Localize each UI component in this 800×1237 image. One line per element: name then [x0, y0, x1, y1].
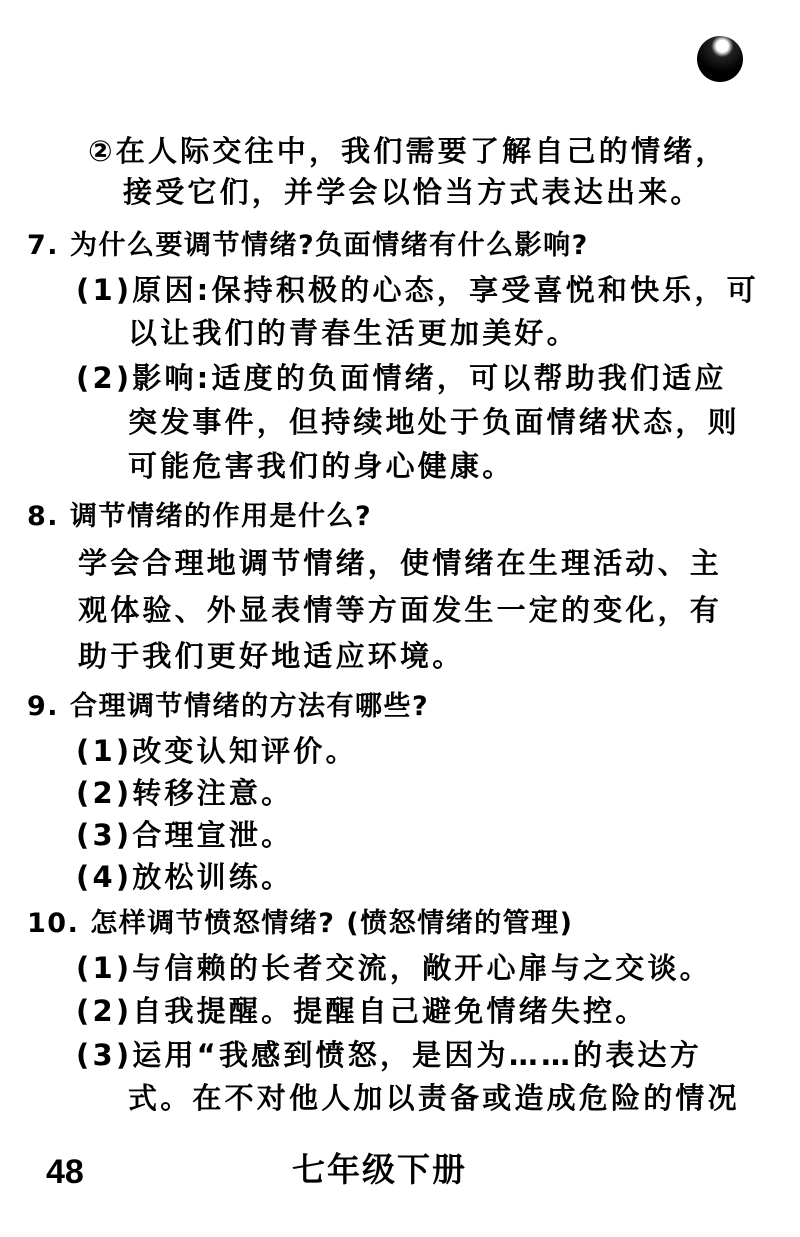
- q10-item-1: (1)与信赖的长者交流，敞开心扉与之交谈。: [76, 951, 712, 985]
- q10-item-3-line-2: 式。在不对他人加以责备或造成危险的情况: [128, 1081, 740, 1115]
- q7-item-1-line-2: 以让我们的青春生活更加美好。: [128, 316, 579, 350]
- q9-item-2: (2)转移注意。: [76, 776, 294, 810]
- q10-item-3-line-1: (3)运用“我感到愤怒，是因为……的表达方: [76, 1038, 702, 1072]
- q9-item-4: (4)放松训练。: [76, 860, 294, 894]
- book-title: 七年级下册: [292, 1150, 467, 1189]
- q7-item-2-line-1: (2)影响:适度的负面情绪，可以帮助我们适应: [76, 361, 727, 395]
- q8-answer-line-2: 观体验、外显表情等方面发生一定的变化，有: [78, 593, 723, 627]
- q8-answer-line-1: 学会合理地调节情绪，使情绪在生理活动、主: [78, 546, 723, 580]
- question-9: 9. 合理调节情绪的方法有哪些?: [27, 691, 430, 722]
- question-7: 7. 为什么要调节情绪?负面情绪有什么影响?: [27, 230, 589, 261]
- q10-item-2: (2)自我提醒。提醒自己避免情绪失控。: [76, 994, 648, 1028]
- q9-item-1: (1)改变认知评价。: [76, 734, 358, 768]
- question-8: 8. 调节情绪的作用是什么?: [27, 501, 373, 532]
- q7-item-2-line-3: 可能危害我们的身心健康。: [128, 449, 515, 483]
- question-10: 10. 怎样调节愤怒情绪? (愤怒情绪的管理): [27, 908, 574, 939]
- intro-line-1: ②在人际交往中，我们需要了解自己的情绪，: [88, 134, 728, 168]
- q7-item-2-line-2: 突发事件，但持续地处于负面情绪状态，则: [128, 405, 740, 439]
- circle-marker-icon: [697, 36, 743, 82]
- q8-answer-line-3: 助于我们更好地适应环境。: [78, 639, 465, 673]
- intro-line-2: 接受它们，并学会以恰当方式表达出来。: [123, 175, 703, 209]
- q9-item-3: (3)合理宣泄。: [76, 818, 294, 852]
- q7-item-1-line-1: (1)原因:保持积极的心态，享受喜悦和快乐，可: [76, 273, 759, 307]
- page-number: 48: [46, 1153, 84, 1191]
